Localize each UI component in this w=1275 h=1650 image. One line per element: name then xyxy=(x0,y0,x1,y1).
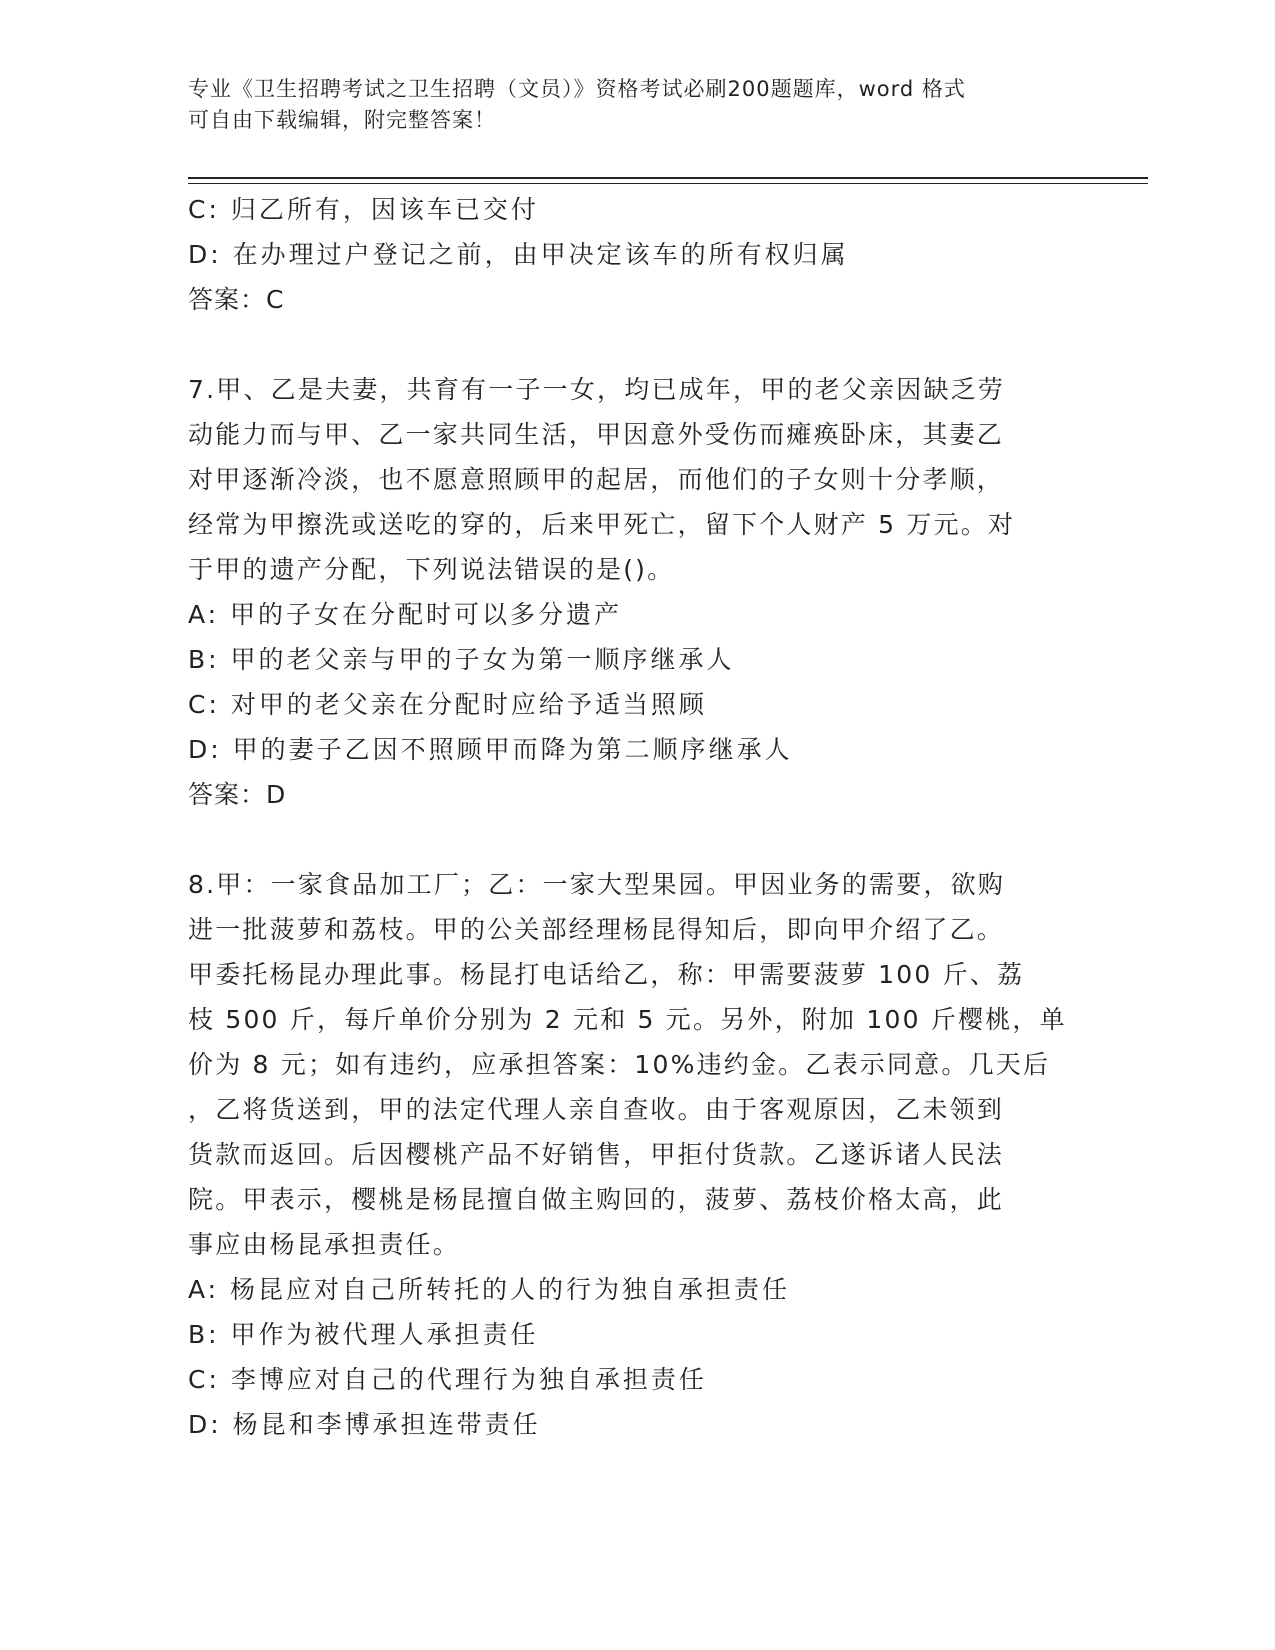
stem-line: 动能力而与甲、乙一家共同生活，甲因意外受伤而瘫痪卧床，其妻乙 xyxy=(188,420,1005,449)
answer-line: 答案：C xyxy=(188,285,285,314)
question-stem xyxy=(188,367,1068,592)
spacer xyxy=(188,817,1068,862)
option-b: B: 甲的老父亲与甲的子女为第一顺序继承人 xyxy=(188,645,735,674)
question-7 xyxy=(188,367,1068,817)
stem-line: 进一批菠萝和荔枝。甲的公关部经理杨昆得知后，即向甲介绍了乙。 xyxy=(188,915,1005,944)
option-a: A: 杨昆应对自己所转托的人的行为独自承担责任 xyxy=(188,1275,791,1304)
option-a: A: 甲的子女在分配时可以多分遗产 xyxy=(188,600,623,629)
header-rule-thin xyxy=(188,183,1148,184)
stem-line: 事应由杨昆承担责任。 xyxy=(188,1230,461,1259)
stem-line: 经常为甲擦洗或送吃的穿的，后来甲死亡，留下个人财产 5 万元。对 xyxy=(188,510,1016,539)
previous-question-tail xyxy=(188,187,1068,322)
stem-line: 于甲的遗产分配，下列说法错误的是()。 xyxy=(188,555,675,584)
stem-line: 7.甲、乙是夫妻，共育有一子一女，均已成年，甲的老父亲因缺乏劳 xyxy=(188,375,1006,404)
question-8 xyxy=(188,862,1068,1447)
header-line-1: 专业《卫生招聘考试之卫生招聘（文员）》资格考试必刷200题题库，word 格式 xyxy=(188,77,966,101)
document-body xyxy=(188,187,1068,1447)
option-c: C: 李博应对自己的代理行为独自承担责任 xyxy=(188,1365,707,1394)
answer-line: 答案：D xyxy=(188,780,287,809)
stem-line: 货款而返回。后因樱桃产品不好销售，甲拒付货款。乙遂诉诸人民法 xyxy=(188,1140,1005,1169)
stem-line: 8.甲：一家食品加工厂；乙：一家大型果园。甲因业务的需要，欲购 xyxy=(188,870,1006,899)
stem-line: 价为 8 元；如有违约，应承担答案：10%违约金。乙表示同意。几天后 xyxy=(188,1050,1051,1079)
stem-line: 甲委托杨昆办理此事。杨昆打电话给乙，称：甲需要菠萝 100 斤、荔 xyxy=(188,960,1025,989)
stem-line: 枝 500 斤，每斤单价分别为 2 元和 5 元。另外，附加 100 斤樱桃，单 xyxy=(188,1005,1067,1034)
option-d: D: 杨昆和李博承担连带责任 xyxy=(188,1410,541,1439)
document-header xyxy=(188,74,1068,136)
option-d: D: 在办理过户登记之前，由甲决定该车的所有权归属 xyxy=(188,240,849,269)
stem-line: 院。甲表示，樱桃是杨昆擅自做主购回的，菠萝、荔枝价格太高，此 xyxy=(188,1185,1005,1214)
header-line-2: 可自由下载编辑，附完整答案！ xyxy=(188,108,496,132)
header-rule-thick xyxy=(188,177,1148,179)
option-d: D: 甲的妻子乙因不照顾甲而降为第二顺序继承人 xyxy=(188,735,793,764)
spacer xyxy=(188,322,1068,367)
option-c: C: 对甲的老父亲在分配时应给予适当照顾 xyxy=(188,690,707,719)
stem-line: ，乙将货送到，甲的法定代理人亲自查收。由于客观原因，乙未领到 xyxy=(188,1095,1005,1124)
question-stem xyxy=(188,862,1068,1267)
option-b: B: 甲作为被代理人承担责任 xyxy=(188,1320,539,1349)
stem-line: 对甲逐渐冷淡，也不愿意照顾甲的起居，而他们的子女则十分孝顺， xyxy=(188,465,1005,494)
option-c: C: 归乙所有，因该车已交付 xyxy=(188,195,539,224)
